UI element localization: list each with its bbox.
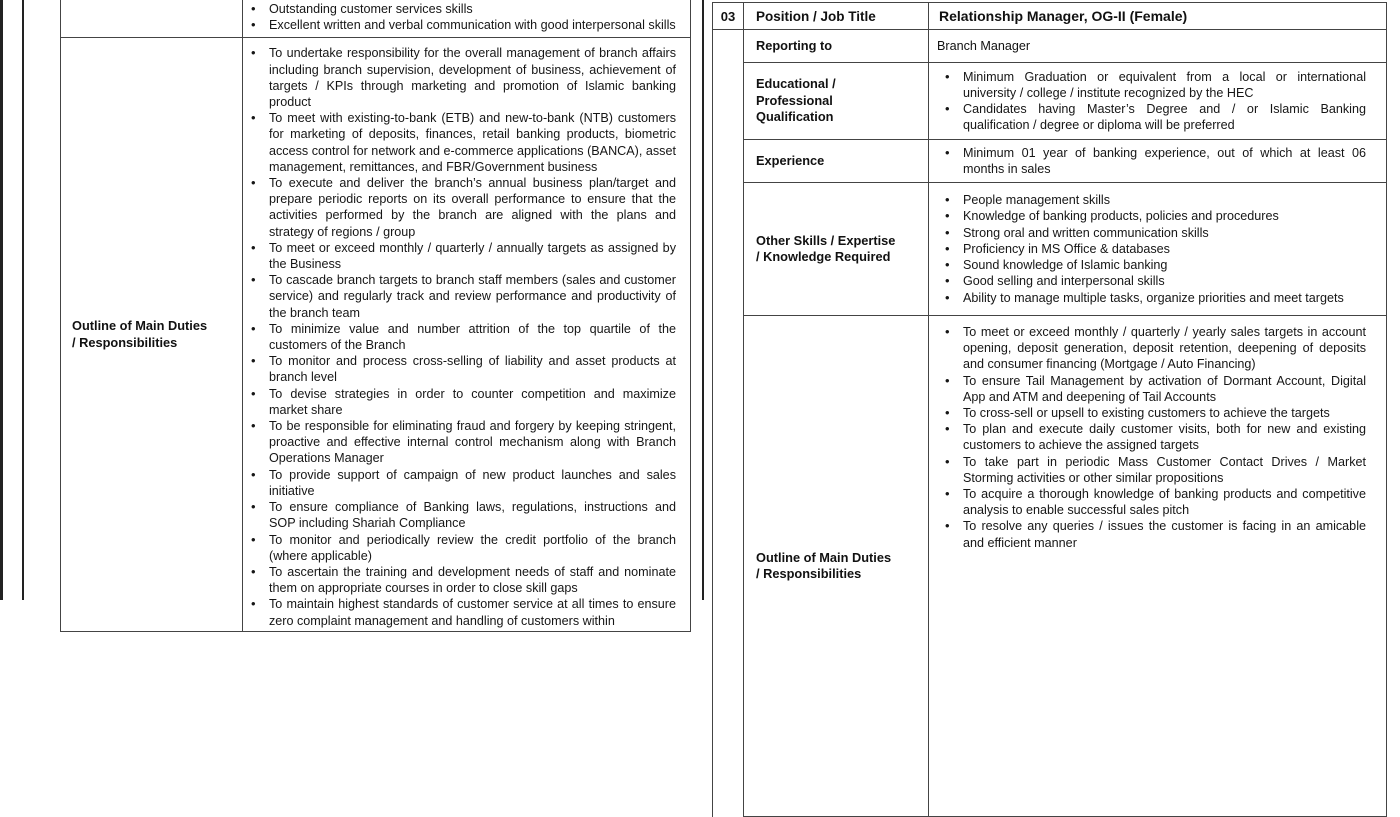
list-item: • To undertake responsibility for the overall management of branch affairs including branch supervision, development of business, achievement of targets / KPIs through marketing and promotion of Islamic banking product xyxy=(243,45,676,110)
list-item: • To acquire a thorough knowledge of banking products and competitive analysis to enable successful sales pitch xyxy=(937,486,1366,518)
reporting-label: Reporting to xyxy=(744,30,929,63)
list-item: • To cascade branch targets to branch staff members (sales and customer service) and regularly track and review performance and productivity of the branch team xyxy=(243,272,676,321)
experience-label: Experience xyxy=(744,140,929,183)
skills-row xyxy=(713,183,1387,316)
list-item: • To be responsible for eliminating fraud and forgery by keeping stringent, proactive and effective internal control mechanism along with Branch Operations Manager xyxy=(243,418,676,467)
list-item: • To ascertain the training and development needs of staff and nominate them on appropriate courses in order to close skill gaps xyxy=(243,564,676,596)
number-spacer xyxy=(713,30,744,817)
left-page-border xyxy=(0,0,3,600)
duties-cell xyxy=(243,38,691,631)
list-item: • To minimize value and number attrition of the top quartile of the customers of the Branch xyxy=(243,321,676,353)
experience-cell xyxy=(929,140,1387,183)
list-item: • Excellent written and verbal communication with good interpersonal skills xyxy=(243,17,676,33)
duties-cell xyxy=(929,316,1387,817)
skills-cell xyxy=(243,0,691,38)
right-job-table xyxy=(712,2,1387,817)
label-cell xyxy=(61,0,243,38)
position-label: Position / Job Title xyxy=(744,3,929,30)
skills-list xyxy=(937,192,1366,305)
list-item: • To cross-sell or upsell to existing customers to achieve the targets xyxy=(937,405,1366,421)
reporting-row xyxy=(713,30,1387,63)
left-inner-rule xyxy=(22,0,24,600)
left-job-table xyxy=(60,0,691,632)
list-item: • To meet with existing-to-bank (ETB) and new-to-bank (NTB) customers for marketing of deposits, finances, retail banking products, biometric access control for network and e-commerce applications (BANCA), asset management, remittances, and FBR/Government business xyxy=(243,110,676,175)
education-label: Educational / Professional Qualification xyxy=(744,63,929,140)
list-item: • Proficiency in MS Office & databases xyxy=(937,241,1366,257)
list-item: • To take part in periodic Mass Customer Contact Drives / Market Storming activities or other similar propositions xyxy=(937,454,1366,486)
list-item: • People management skills xyxy=(937,192,1366,208)
list-item: • To devise strategies in order to counter competition and maximize market share xyxy=(243,386,676,418)
list-item: • To meet or exceed monthly / quarterly / annually targets as assigned by the Business xyxy=(243,240,676,272)
list-item: • To plan and execute daily customer visits, both for new and existing customers to achieve the assigned targets xyxy=(937,421,1366,453)
list-item: • To resolve any queries / issues the customer is facing in an amicable and efficient manner xyxy=(937,518,1366,550)
list-item: • Candidates having Master’s Degree and / or Islamic Banking qualification / degree or diploma will be preferred xyxy=(937,101,1366,133)
position-title: Relationship Manager, OG-II (Female) xyxy=(929,3,1387,30)
position-number: 03 xyxy=(713,3,744,30)
list-item: • To monitor and periodically review the credit portfolio of the branch (where applicable) xyxy=(243,532,676,564)
duties-label: Outline of Main Duties / Responsibilities xyxy=(61,38,243,631)
list-item: • To monitor and process cross-selling of liability and asset products at branch level xyxy=(243,353,676,385)
experience-row xyxy=(713,140,1387,183)
duties-label: Outline of Main Duties / Responsibilities xyxy=(744,316,929,817)
education-cell xyxy=(929,63,1387,140)
list-item: • To maintain highest standards of customer service at all times to ensure zero complaint management and handling of customers within xyxy=(243,596,676,628)
duties-row xyxy=(61,38,691,631)
education-list xyxy=(937,69,1366,134)
list-item: • Minimum 01 year of banking experience, out of which at least 06 months in sales xyxy=(937,145,1366,177)
skills-label: Other Skills / Expertise / Knowledge Required xyxy=(744,183,929,316)
list-item: • To ensure compliance of Banking laws, regulations, instructions and SOP including Shariah Compliance xyxy=(243,499,676,531)
education-row xyxy=(713,63,1387,140)
skills-cell xyxy=(929,183,1387,316)
list-item: • Sound knowledge of Islamic banking xyxy=(937,257,1366,273)
list-item: • Ability to manage multiple tasks, organize priorities and meet targets xyxy=(937,290,1366,306)
position-header-row xyxy=(713,3,1387,30)
list-item: • Good selling and interpersonal skills xyxy=(937,273,1366,289)
list-item: • To ensure Tail Management by activation of Dormant Account, Digital App and ATM and deepening of Tail Accounts xyxy=(937,373,1366,405)
list-item: • To execute and deliver the branch’s annual business plan/target and prepare periodic reports on its overall performance to ensure that the activities performed by the branch are aligned with the plans and strategy of regions / group xyxy=(243,175,676,240)
list-item: • Strong oral and written communication skills xyxy=(937,225,1366,241)
reporting-value: Branch Manager xyxy=(929,30,1387,63)
skills-continuation-row xyxy=(61,0,691,38)
list-item: • Outstanding customer services skills xyxy=(243,1,676,17)
duties-list xyxy=(243,45,676,628)
skills-list xyxy=(243,1,676,33)
list-item: • Minimum Graduation or equivalent from a local or international university / college / institute recognized by the HEC xyxy=(937,69,1366,101)
list-item: • To meet or exceed monthly / quarterly / yearly sales targets in account opening, deposit generation, deposit retention, deepening of deposits and consumer financing (Mortgage / Auto Financing) xyxy=(937,324,1366,373)
duties-row xyxy=(713,316,1387,817)
duties-list xyxy=(937,324,1366,551)
experience-list xyxy=(937,145,1366,177)
center-rule xyxy=(702,0,704,600)
list-item: • Knowledge of banking products, policies and procedures xyxy=(937,208,1366,224)
list-item: • To provide support of campaign of new product launches and sales initiative xyxy=(243,467,676,499)
